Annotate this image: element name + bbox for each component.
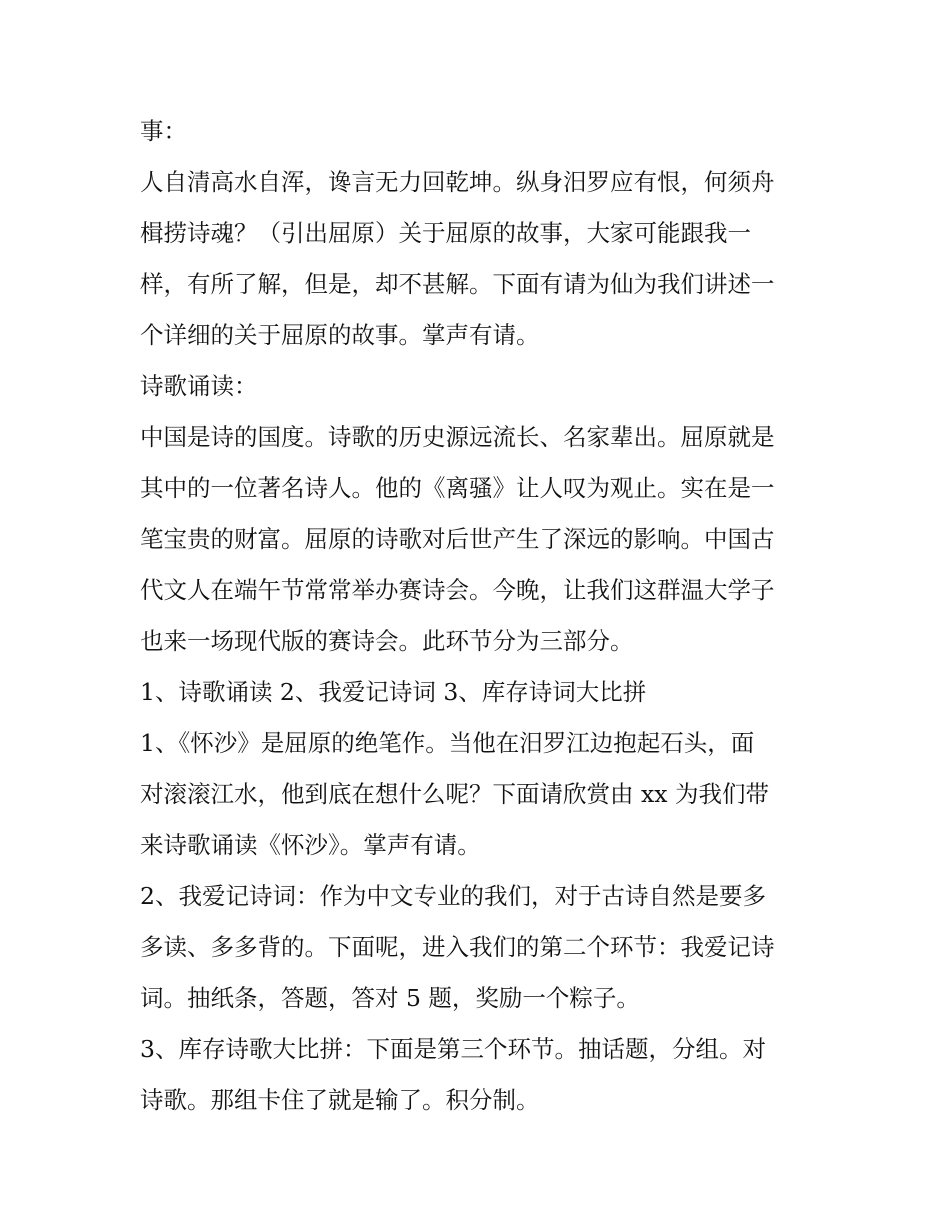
text-line: 中国是诗的国度。诗歌的历史源远流长、名家辈出。屈原就是 (140, 423, 775, 451)
text-line: 来诗歌诵读《怀沙》。掌声有请。 (140, 831, 481, 859)
text-line: 人自清高水自浑，谗言无力回乾坤。纵身汨罗应有恨，何须舟 (140, 168, 775, 196)
text-line: 个详细的关于屈原的故事。掌声有请。 (140, 321, 540, 349)
text-line: 2、我爱记诗词：作为中文专业的我们，对于古诗自然是要多 (140, 882, 766, 910)
text-line: 代文人在端午节常常举办赛诗会。今晚，让我们这群温大学子 (140, 576, 775, 604)
section-heading: 诗歌诵读： (140, 372, 258, 400)
list-summary: 1、诗歌诵读 2、我爱记诗词 3、库存诗词大比拼 (140, 678, 647, 706)
text-line: 楫捞诗魂？（引出屈原）关于屈原的故事，大家可能跟我一 (140, 219, 751, 247)
text-line: 笔宝贵的财富。屈原的诗歌对后世产生了深远的影响。中国古 (140, 525, 775, 553)
text-line: 对滚滚江水，他到底在想什么呢？下面请欣赏由 xx 为我们带 (140, 780, 769, 808)
text-line: 词。抽纸条，答题，答对 5 题，奖励一个粽子。 (140, 984, 640, 1012)
text-line: 诗歌。那组卡住了就是输了。积分制。 (140, 1086, 540, 1114)
text-line: 1、《怀沙》是屈原的绝笔作。当他在汨罗江边抱起石头，面 (140, 729, 755, 757)
text-line: 多读、多多背的。下面呢，进入我们的第二个环节：我爱记诗 (140, 933, 775, 961)
text-line: 3、库存诗歌大比拼：下面是第三个环节。抽话题，分组。对 (140, 1035, 766, 1063)
text-line: 也来一场现代版的赛诗会。此环节分为三部分。 (140, 627, 634, 655)
text-line: 事： (140, 117, 187, 145)
text-line: 样，有所了解，但是，却不甚解。下面有请为仙为我们讲述一 (140, 270, 775, 298)
text-line: 其中的一位著名诗人。他的《离骚》让人叹为观止。实在是一 (140, 474, 775, 502)
document-body (140, 106, 820, 1126)
